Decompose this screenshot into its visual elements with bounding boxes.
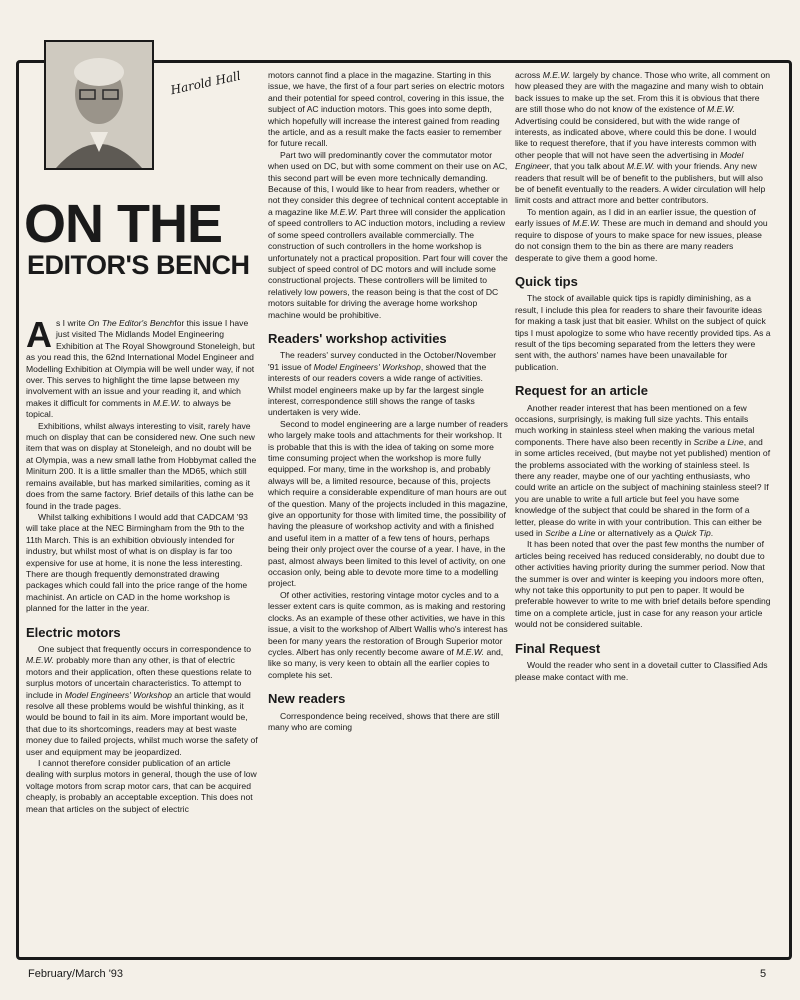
paragraph: As I write On The Editor's Benchfor this issue I have just visited The Midlands Model Engineering Exhibition at The Royal Showground Stoneleigh, but as you read this, the 62nd International Model Engineer and Modelling Exhibition at Olympia will be well under way, if not over. This serves to highlight the time lapse between my involvement with an issue and your reading it, and which makes it difficult for comments in M.E.W. to always be topical. — [26, 314, 255, 420]
column-2 — [268, 70, 508, 733]
paragraph: One subject that frequently occurs in correspondence to M.E.W. probably more than any other, is that of electric motors and their application, often these questions relate to surplus motors of uncertain characteristics. To attempt to include in Model Engineers' Workshop an article that would resolve all these problems would be wishful thinking, as it would be bound to fail in its aim. More important would be, that due to its shortcomings, readers may at best waste money due to failed projects, whilst much worse the safety of user and equipment may be jeopardized. — [26, 643, 258, 757]
section-heading: Request for an article — [515, 383, 648, 399]
paragraph: Correspondence being received, shows that there are still many who are coming — [268, 710, 500, 732]
section-heading: Quick tips — [515, 273, 578, 289]
paragraph: To mention again, as I did in an earlier issue, the question of early issues of M.E.W. These are much in demand and should you require to dispose of yours to make space for new issues, please do not consign them to the bin as there are many readers desperate to give them a good home. — [515, 206, 768, 263]
page-title: ON THE — [24, 194, 223, 254]
editor-signature: Harold Hall — [169, 68, 242, 98]
issue-date: February/March '93 — [28, 968, 124, 980]
paragraph: motors cannot find a place in the magazine. Starting in this issue, we have, the first of a four part series on electric motors and their potential for speed control, covering in this issue, the subject of AC induction motors. This goes into some depth, which hopefully will increase the interest gained from reading the article, and as a result make the facts easier to remember for future recall. — [268, 70, 505, 149]
paragraph: Part two will predominantly cover the commutator motor when used on DC, but with some comment on their use on AC, this second part will be even more technically demanding. Because of this, I would like to hear from readers, whether or not they consider this degree of technical content acceptable in a magazine like M.E.W. Part three will consider the application of speed controllers to AC induction motors, including a review of some speed controllers available commercially. The construction of such controllers in the home workshop is unfortunately not a practical proposition. Part four will cover the subject of speed control of DC motors and will include some constructional projects. These controllers will be limited to relatively low powers, the reason being is that the cost of DC motors suitable for driving the average home workshop machine would be prohibitive. — [268, 149, 508, 320]
paragraph: Second to model engineering are a large number of readers who largely make tools and attachments for their workshop. It is probable that this is with the idea of taking on some more time consuming project when the workshop is more fully equipped. For many, time in the workshop is, and probably always will be, a limited resource, because of this, projects which require a considerable expenditure of man hours are out of the question. Many of the projects included in this magazine, give an opportunity for those with limited time, the possibility of having the pleasure of workshop activity and with a finished and useful item in a matter of a few tens of hours, perhaps being their only project over the course of a year. I have, in the past, almost always been limited to this level of activity, on one occasion only, being able to devote more time to a modelling project. — [268, 418, 508, 589]
paragraph: across M.E.W. largely by chance. Those who write, all comment on how pleased they are with the magazine and many wish to obtain back issues to make up the set. From this it is obvious that there are still those who do not know of the existence of M.E.W. Advertising could be considered, but with the wide range of interests, as indicated above, where could this be done. I would like to request therefore, that if you have interests common with other people that will not have seen the advertising in Model Engineer, that you talk about M.E.W. with your friends. Any new readers that result will be of benefit to the publishers, but will also be of benefit eventually to the readers. A wider circulation will help limit costs and attract more and better contributors. — [515, 70, 771, 206]
paragraph: Of other activities, restoring vintage motor cycles and to a lesser extent cars is quite common, as is making and restoring clocks. As an example of these other activities, we have in this issue, a visit to the workshop of Albert Wallis who's interest has been for many years the restoration of Brough Superior motor cycles. Albert has only recently become aware of M.E.W. and, like so many, is very keen to obtain all the earlier copies to complete his set. — [268, 589, 508, 680]
paragraph: It has been noted that over the past few months the number of articles being received has reduced considerably, no doubt due to other activities having priority during the summer period. Now that the summer is over and winter is keeping you indoors more often, why not take this opportunity to put pen to paper. It would be preferable however to write to me with brief details before spending time on a complete article, just in case for any reason your article would not be considered suitable. — [515, 539, 771, 630]
paragraph: Another reader interest that has been mentioned on a few occasions, surprisingly, is making full size yachts. This entails much working in stainless steel when making the various metal components. There have also been recently in Scribe a Line, and in some articles received, (but maybe not yet published) mention of the problems associated with the working of stainless steel. Is there any reader, maybe one of our yachting enthusiasts, who could write an article on the subject of machining stainless steel? If you are unable to write a full article but feel you have some knowledge of the subject that could be shared in the form of a letter, please do write in with your contribution. This can either be used in Scribe a Line or alternatively as a Quick Tip. — [515, 402, 771, 539]
paragraph: The stock of available quick tips is rapidly diminishing, as a result, I include this plea for readers to share their favourite ideas for making a task just that bit easier. Whilst on the subject of quick tips I must apologize to some who have recently provided tips. As a result of the tips becoming separated from the letters they were sent with, the authors' names have been unavailable for publication. — [515, 293, 771, 372]
paragraph: The readers' survey conducted in the October/November '91 issue of Model Engineers' Workshop, showed that the interests of our readers covers a wide range of activities. Whilst model engineers make up by far the largest single interest, correspondence still shows the range of tasks undertaken is very wide. — [268, 350, 497, 418]
section-heading: Final Request — [515, 640, 601, 656]
section-heading: Readers' workshop activities — [268, 330, 447, 346]
section-heading: Electric motors — [26, 624, 121, 640]
editor-photo — [44, 40, 154, 170]
drop-cap: A — [26, 314, 52, 355]
paragraph: I cannot therefore consider publication of an article dealing with surplus motors in general, though the use of low voltage motors from scrap motor cars, that can be acquired cheaply, is probably an acceptable exception. This does not mean that articles on the subject of electric — [26, 758, 257, 814]
column-3 — [515, 70, 771, 683]
column-1 — [26, 314, 258, 815]
paragraph: Exhibitions, whilst always interesting to visit, rarely have much on display that can be considered new. One such new item that was on display at Stoneleigh, and no doubt will be at Olympia, was a new small lathe from Hobbymat called the Miniturn 200. It is a little smaller than the MD65, which still remains available, but has marked similarities, coming as it does from the same factory. Brief details of this lathe can be found in the trade pages. — [26, 420, 257, 511]
editor-portrait-icon — [46, 42, 152, 168]
page-subtitle: EDITOR'S BENCH — [27, 250, 250, 280]
section-heading: New readers — [268, 691, 346, 707]
paragraph: Would the reader who sent in a dovetail cutter to Classified Ads please make contact with me. — [515, 660, 768, 682]
paragraph: Whilst talking exhibitions I would add that CADCAM '93 will take place at the NEC Birmingham from the 9th to the 11th March. This is an exhibition obviously intended for industry, but whilst most of what is on display is far too expensive for use at home, it is none the less interesting. There are though frequently demonstrated drawing packages which could fall into the price range of the home machinist. An article on CAD in the home workshop is planned for the latter in the year. — [26, 511, 248, 614]
page-number: 5 — [760, 968, 767, 980]
